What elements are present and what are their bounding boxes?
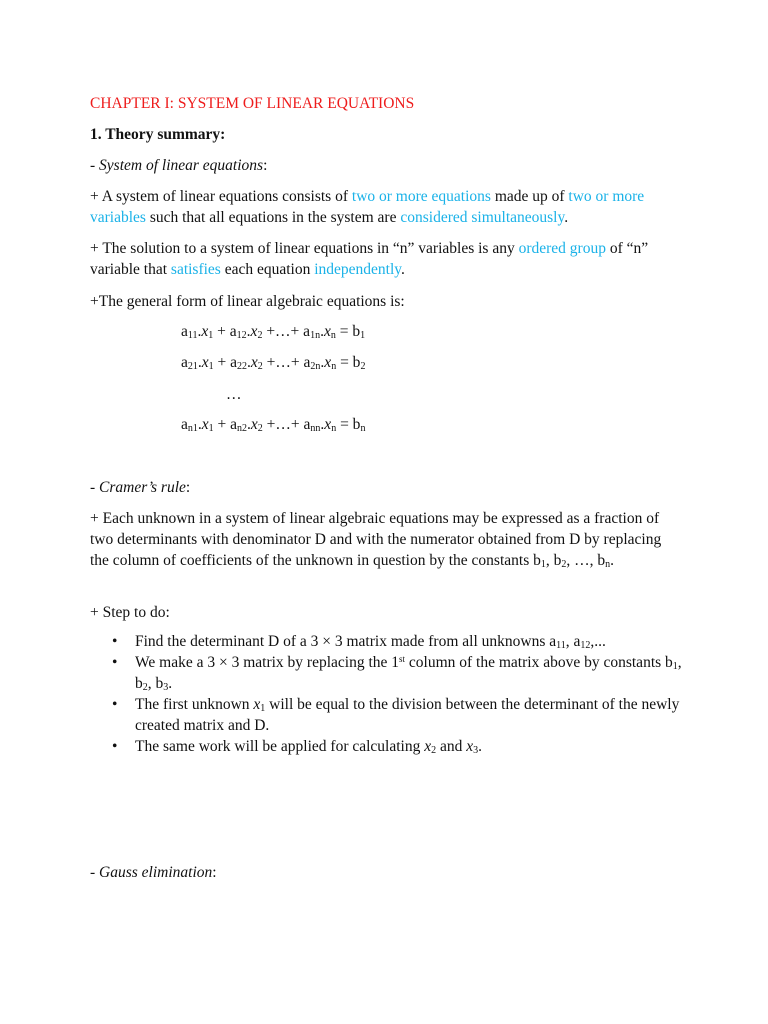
equation-row-n: $a_{n1}.x_1 + a_{n2}.x_2$ +…+ $a_{nn}.x_n = b_n$: [181, 416, 366, 434]
subheading-cramer: [90, 477, 682, 498]
subheading-gauss: [90, 862, 682, 883]
paragraph-definition: [90, 186, 682, 228]
colon: :: [185, 479, 191, 496]
text: + Each unknown in a system of linear algebraic equations may be expressed as a fraction of two determinants with denominator D and with the numerator obtained from D by replacing the column of coefficients of the unknown in question by the constants b: [90, 510, 662, 569]
paragraph-cramer: + Each unknown in a system of linear algebraic equations may be expressed as a fraction of two determinants with denominator D and with the numerator obtained from D by replacing the column of coefficients of the unknown in question by the constants $b_1$, $b_2$, …, $b_n$.: [90, 510, 662, 570]
colon: :: [263, 157, 268, 174]
highlight-text: independently: [314, 261, 402, 278]
subheading-text: Cramer’s rule: [99, 479, 186, 496]
text: .: [564, 209, 569, 226]
paragraph-general-form: +The general form of linear algebraic equations is:: [90, 293, 405, 310]
text: .: [401, 261, 405, 278]
bullet-icon: •: [112, 633, 118, 650]
equation-row-2: $a_{21}.x_1 + a_{22}.x_2$ +…+ $a_{2n}.x_n = b_2$: [181, 354, 366, 372]
colon: :: [212, 864, 217, 881]
text: each equation: [220, 261, 315, 278]
highlight-text: ordered group: [518, 240, 606, 257]
highlight-text: considered simultaneously: [400, 209, 565, 226]
bullet-icon: •: [112, 738, 118, 755]
chapter-title: CHAPTER I: SYSTEM OF LINEAR EQUATIONS: [90, 95, 415, 112]
equation-row-1: $a_{11}.x_1 + a_{12}.x_2$ +…+ $a_{1n}.x_n = b_1$: [181, 323, 366, 341]
text: + The solution to a system of linear equations in “n” variables is any: [90, 240, 519, 257]
paragraph-solution: [90, 238, 682, 280]
text: such that all equations in the system are: [145, 209, 401, 226]
highlight-text: two or more variables: [90, 188, 645, 226]
subheading-systems: [90, 155, 682, 176]
highlight-text: satisfies: [170, 261, 221, 278]
equation-ellipsis: …: [226, 386, 242, 403]
dash: -: [90, 157, 100, 174]
section-title: 1. Theory summary:: [90, 126, 226, 143]
list-item: • The same work will be applied for calculating $x_2$ and $x_3$.: [112, 738, 483, 756]
text: + A system of linear equations consists of: [90, 188, 352, 205]
list-item: • We make a 3 × 3 matrix by replacing the 1st column of the matrix above by constants $b_1$, $b_2$, $b_3$.: [112, 654, 682, 693]
dash: -: [90, 479, 100, 496]
list-item: • Find the determinant D of a 3 × 3 matrix made from all unknowns $a_{11}$, $a_{12}$,...: [112, 633, 606, 651]
text: made up of: [490, 188, 569, 205]
paragraph-steps: + Step to do:: [90, 604, 170, 621]
bullet-icon: •: [112, 696, 118, 713]
subheading-text: System of linear equations: [99, 157, 264, 174]
subheading-text: Gauss elimination: [99, 864, 213, 881]
highlight-text: two or more equations: [351, 188, 491, 205]
text: of “n” variable that: [90, 240, 649, 278]
list-item: • The first unknown $x_1$ will be equal to the division between the determinant of the newly created matrix and D.: [112, 696, 680, 734]
steps-list: [90, 631, 690, 757]
dash: -: [90, 864, 100, 881]
bullet-icon: •: [112, 654, 118, 671]
